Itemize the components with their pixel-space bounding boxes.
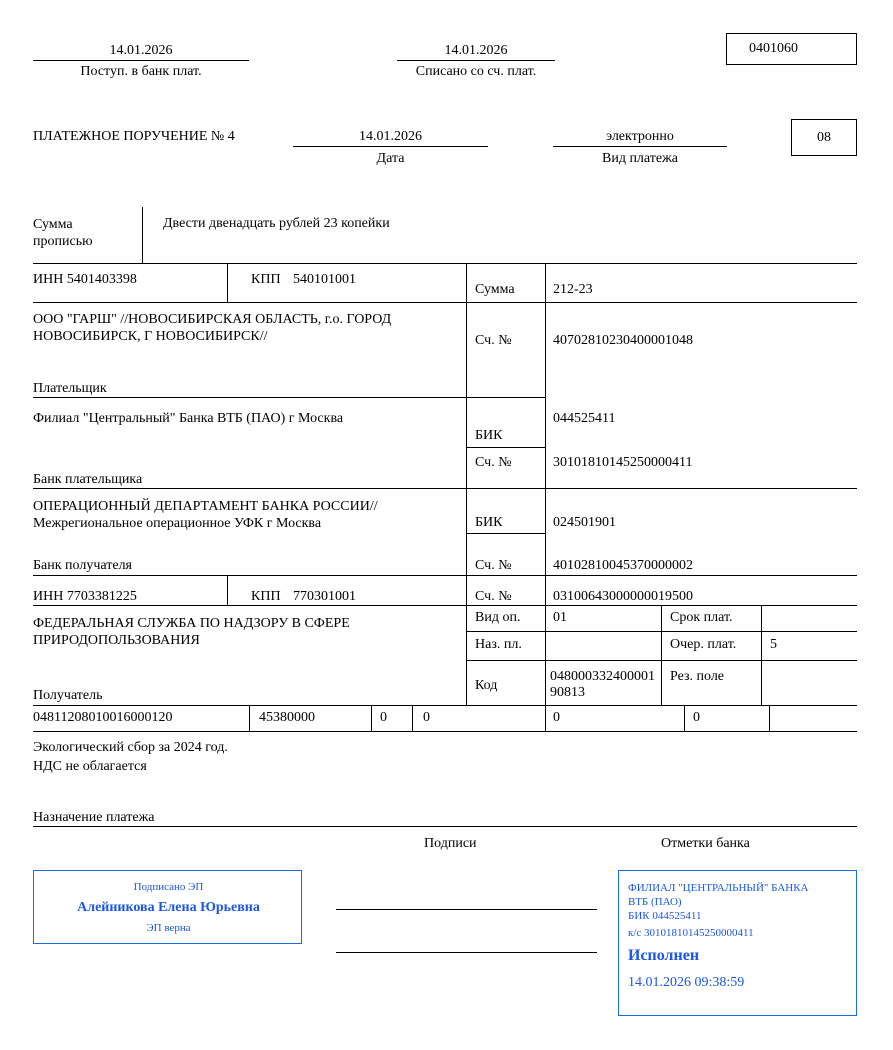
payer-bank-label: Банк плательщика [33,472,143,487]
code-value: 04800033240000190813 [550,669,655,700]
divider [249,705,250,731]
signature-line-2 [336,952,597,953]
page-title: ПЛАТЕЖНОЕ ПОРУЧЕНИЕ № 4 [33,129,235,144]
tax-field-period: 0 [423,710,430,725]
divider [661,605,662,705]
purpose-line-2: НДС не облагается [33,759,147,774]
payer-label: Плательщик [33,381,107,396]
divider [33,397,545,398]
payer-bank-name: Филиал "Центральный" Банка ВТБ (ПАО) г Москва [33,411,344,426]
divider [33,826,857,827]
payer-kpp-label: КПП [251,272,281,287]
amount-words-value: Двести двенадцать рублей 23 копейки [163,216,390,231]
divider [466,263,467,705]
bank-stamp [618,870,857,1016]
e-signature-stamp [33,870,302,944]
payee-label: Получатель [33,688,103,703]
divider [761,605,762,705]
priority-value: 5 [770,637,777,652]
status-code-box [791,119,857,156]
divider [142,207,143,263]
payer-bank-account-label: Сч. № [475,455,512,470]
divider [227,263,228,302]
payee-bank-label: Банк получателя [33,558,132,573]
e-signature-signer: Алейникова Елена Юрьевна [77,900,260,915]
tax-field-kbk: 04811208010016000120 [33,710,173,725]
payee-kpp-label: КПП [251,589,281,604]
purpose-line-1: Экологический сбор за 2024 год. [33,740,228,755]
amount-value: 212-23 [553,282,593,297]
order-date: 14.01.2026 [359,129,422,144]
payee-account: 03100643000000019500 [553,589,693,604]
e-signature-verified: ЭП верна [146,922,191,934]
payee-bank-name: ОПЕРАЦИОННЫЙ ДЕПАРТАМЕНТ БАНКА РОССИИ//Межрегиональное операционное УФК г Москва [33,499,378,531]
divider [466,533,545,534]
purpose-code-label: Наз. пл. [475,637,522,652]
payer-kpp: 540101001 [293,272,356,287]
payer-account-label: Сч. № [475,333,512,348]
divider [33,575,857,576]
divider [553,146,727,147]
payment-type-label: Вид платежа [601,151,678,166]
payer-bank-bik: 044525411 [553,411,616,426]
divider [412,705,413,731]
tax-field-doc-number: 0 [553,710,560,725]
debited-date: 14.01.2026 [444,43,508,58]
payer-bank-account: 30101810145250000411 [553,455,693,470]
amount-label: Сумма [475,282,515,297]
bank-stamp-line-2: ВТБ (ПАО) [628,896,682,908]
divider [33,605,857,606]
amount-words-label: Сумма прописью [33,217,93,249]
payee-inn: ИНН 7703381225 [33,589,137,604]
order-date-label: Дата [376,151,405,166]
payer-account: 40702810230400001048 [553,333,693,348]
divider [33,705,857,706]
divider [545,263,546,731]
divider [33,263,857,264]
bank-stamp-status: Исполнен [628,947,700,964]
tax-field-oktmo: 45380000 [259,710,315,725]
status-code: 08 [817,129,831,145]
divider [371,705,372,731]
tax-field-basis: 0 [380,710,387,725]
divider [33,60,249,61]
divider [769,705,770,731]
signature-line-1 [336,909,597,910]
divider [227,575,228,605]
signatures-label: Подписи [424,836,477,851]
payee-name: ФЕДЕРАЛЬНАЯ СЛУЖБА ПО НАДЗОРУ В СФЕРЕ ПРИРОДОПОЛЬЗОВАНИЯ [33,616,350,648]
form-code-box [726,33,857,65]
divider [33,731,857,732]
tax-field-doc-date: 0 [693,710,700,725]
received-label: Поступ. в банк плат. [80,64,202,79]
payer-bank-bik-label: БИК [475,428,503,443]
divider [397,60,555,61]
due-label: Срок плат. [670,610,733,625]
payee-kpp: 770301001 [293,589,356,604]
e-signature-signed: Подписано ЭП [133,881,204,893]
bank-stamp-bik: БИК 044525411 [628,910,702,922]
code-label: Код [475,678,498,693]
purpose-label: Назначение платежа [33,810,155,825]
divider [684,705,685,731]
divider [293,146,488,147]
form-code: 0401060 [749,41,798,56]
payee-bank-bik-label: БИК [475,515,503,530]
bank-stamp-timestamp: 14.01.2026 09:38:59 [628,975,745,990]
payee-bank-account-label: Сч. № [475,558,512,573]
bank-stamp-line-1: ФИЛИАЛ "ЦЕНТРАЛЬНЫЙ" БАНКА [628,882,809,894]
payee-bank-account: 40102810045370000002 [553,558,693,573]
payer-inn: ИНН 5401403398 [33,272,137,287]
bank-marks-label: Отметки банка [661,836,750,851]
payer-name: ООО "ГАРШ" //НОВОСИБИРСКАЯ ОБЛАСТЬ, г.о. ГОРОД НОВОСИБИРСК, Г НОВОСИБИРСК// [33,312,392,344]
payee-bank-bik: 024501901 [553,515,616,530]
priority-label: Очер. плат. [670,637,737,652]
divider [466,447,545,448]
divider [33,488,857,489]
reserve-label: Рез. поле [670,669,725,684]
debited-label: Списано со сч. плат. [415,64,537,79]
op-type: 01 [553,610,567,625]
payee-account-label: Сч. № [475,589,512,604]
bank-stamp-corr-account: к/с 30101810145250000411 [628,927,754,939]
payment-type: электронно [606,129,674,144]
received-date: 14.01.2026 [109,43,173,58]
op-type-label: Вид оп. [475,610,521,625]
divider [33,302,857,303]
